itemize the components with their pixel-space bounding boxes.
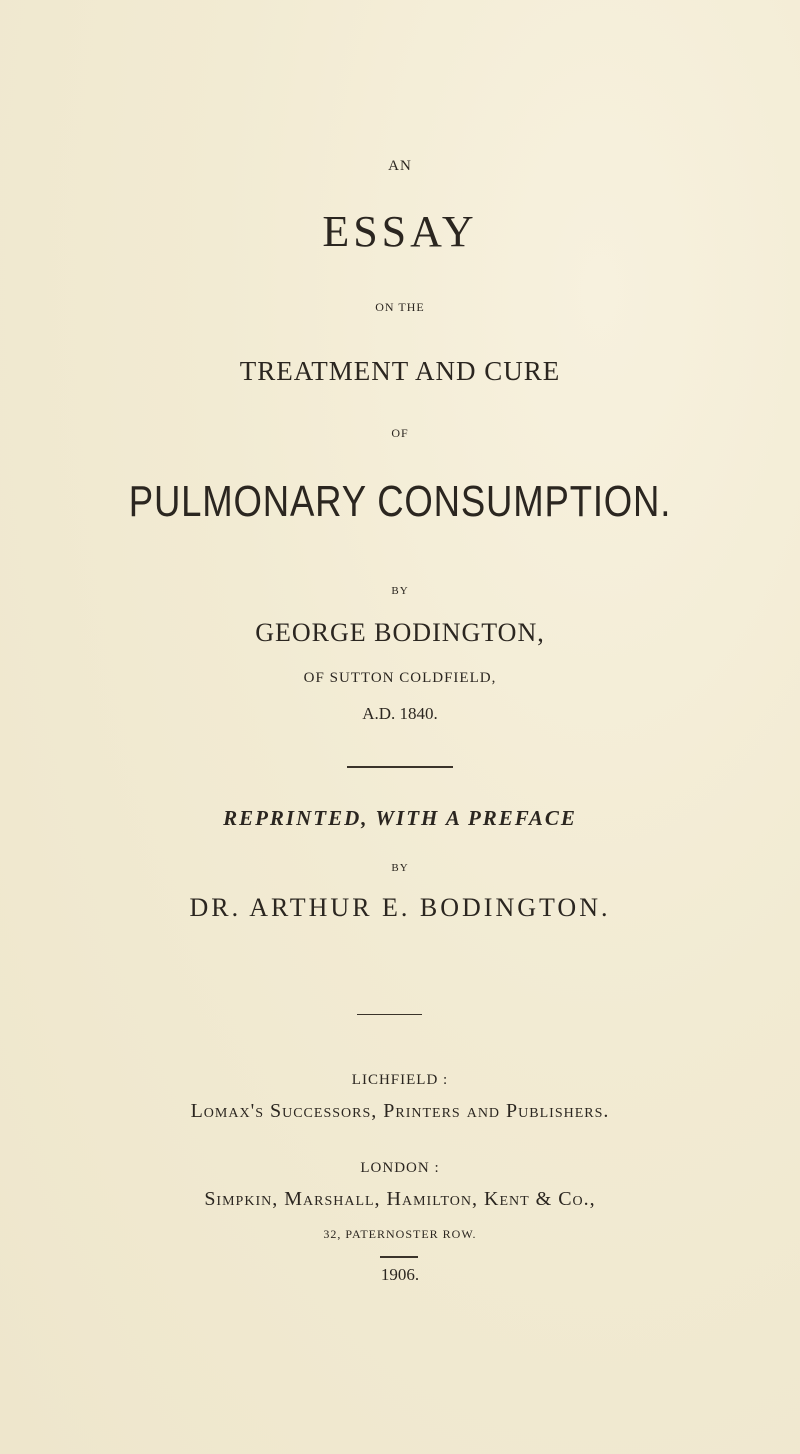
divider-rule-2 — [357, 1014, 422, 1015]
subject-line: TREATMENT AND CURE — [239, 356, 561, 386]
by-line-1: BY — [391, 585, 409, 597]
author-name: GEORGE BODINGTON, — [255, 618, 545, 647]
city-lichfield: LICHFIELD : — [351, 1072, 449, 1088]
reprint-note: REPRINTED, WITH A PREFACE — [223, 806, 577, 830]
publication-year: 1906. — [380, 1265, 420, 1284]
publisher-address: 32, PATERNOSTER ROW. — [323, 1227, 477, 1241]
of-line: OF — [391, 426, 409, 440]
publication-date: A.D. 1840. — [362, 704, 438, 723]
main-title: ESSAY — [322, 207, 478, 256]
by-line-2: BY — [391, 862, 409, 874]
author-place: OF SUTTON COLDFIELD, — [303, 670, 497, 686]
on-the-line: ON THE — [375, 300, 425, 314]
divider-rule-1 — [347, 766, 453, 768]
divider-rule-3 — [380, 1256, 418, 1258]
article-line: AN — [388, 158, 412, 174]
city-london: LONDON : — [360, 1160, 440, 1176]
preface-author: DR. ARTHUR E. BODINGTON. — [189, 893, 611, 922]
publisher-lichfield: Lomax's Successors, Printers and Publishers. — [190, 1100, 610, 1122]
disease-title: PULMONARY CONSUMPTION. — [128, 477, 672, 526]
publisher-london: Simpkin, Marshall, Hamilton, Kent & Co., — [204, 1188, 596, 1210]
